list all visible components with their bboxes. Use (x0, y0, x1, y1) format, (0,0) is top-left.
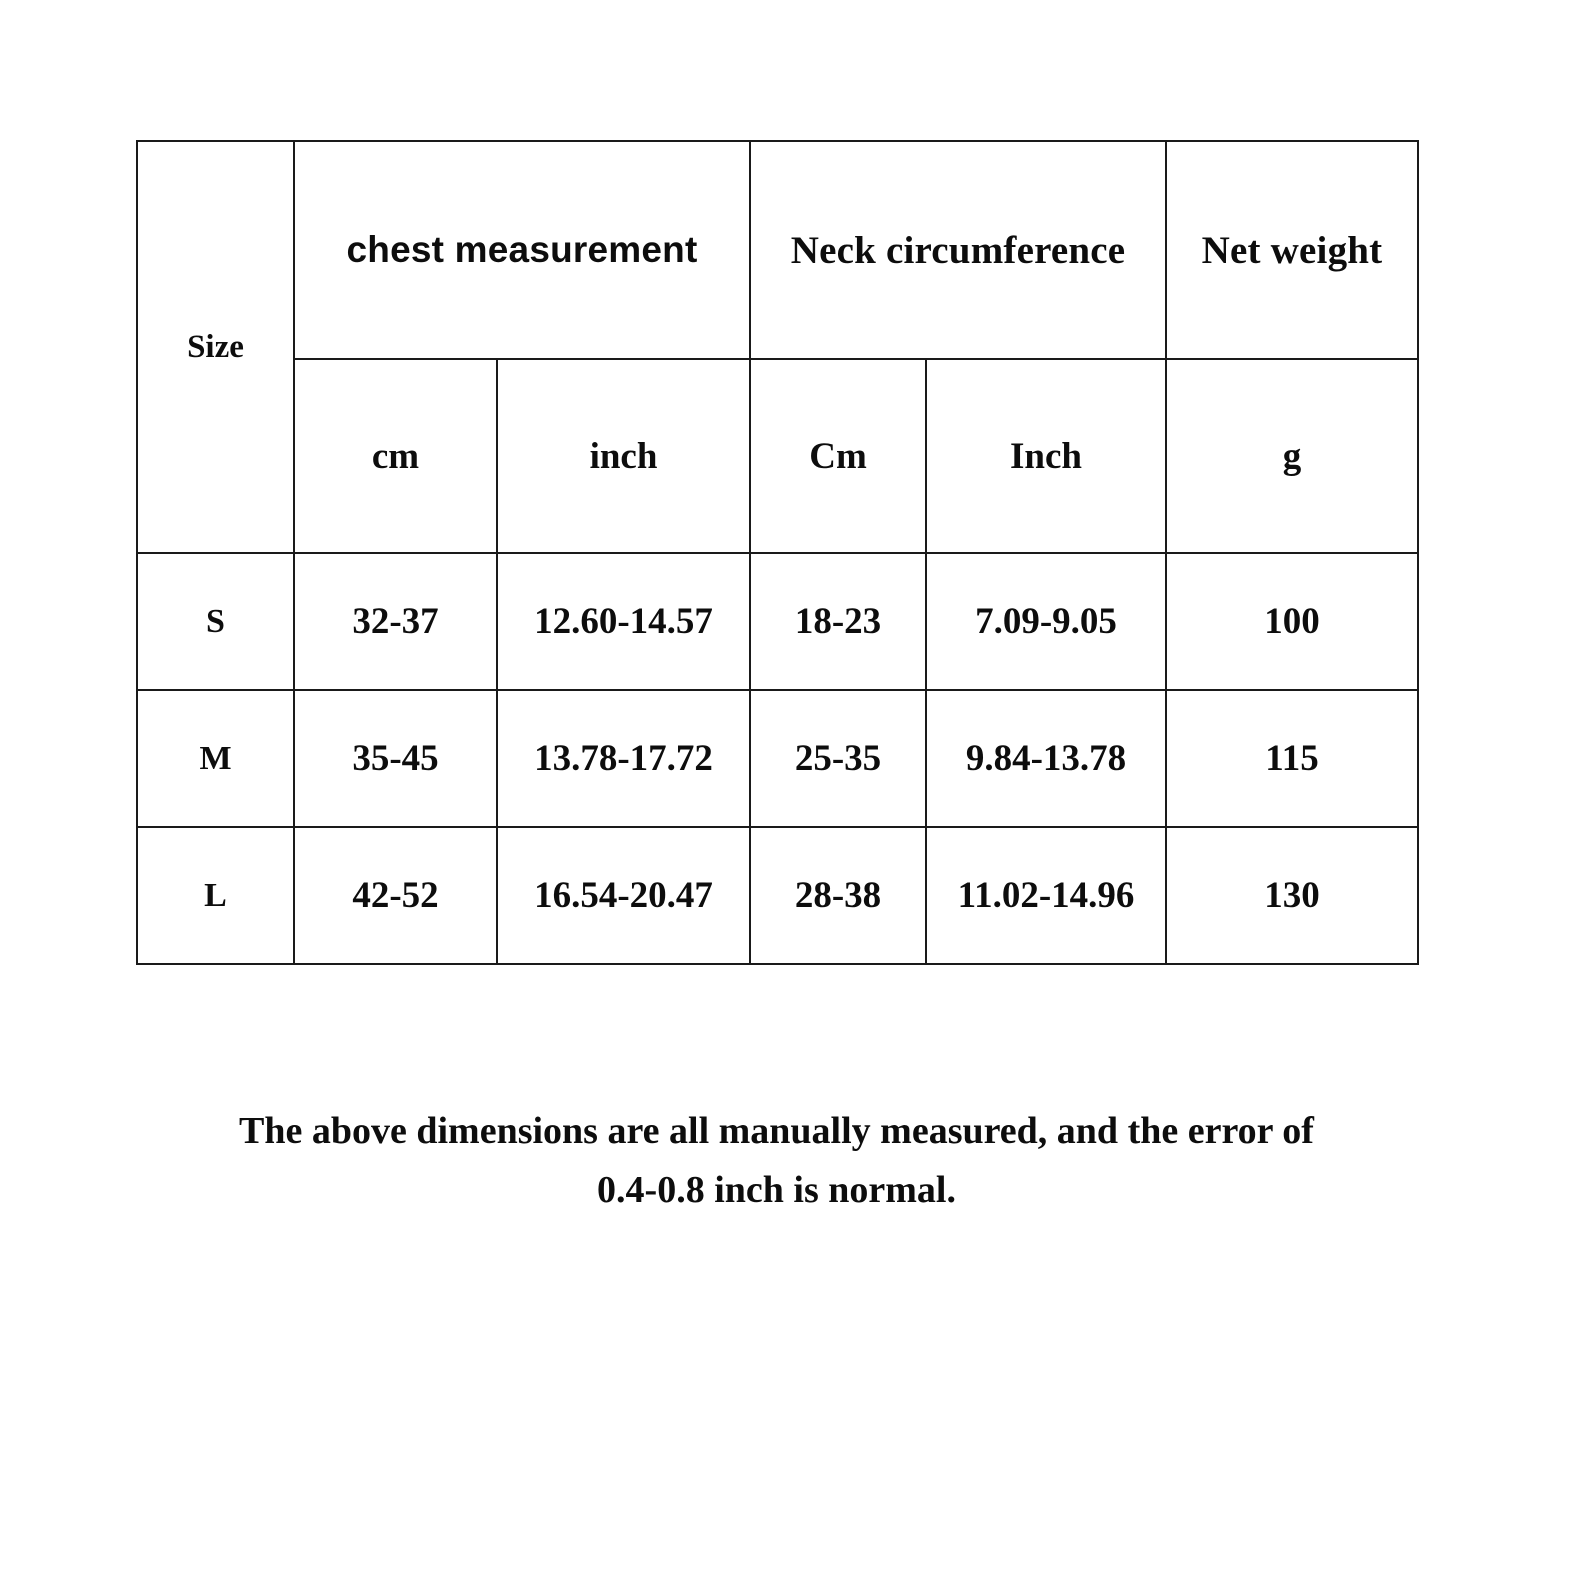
header-net-weight: Net weight (1166, 141, 1418, 359)
measurement-note-line-2: 0.4-0.8 inch is normal. (597, 1168, 956, 1211)
cell-chest-cm: 35-45 (294, 690, 497, 827)
table-header-row-groups (137, 141, 1418, 359)
header-unit-chest-inch: inch (497, 359, 750, 553)
cell-size: S (137, 553, 294, 690)
table-row (137, 827, 1418, 964)
cell-size: L (137, 827, 294, 964)
cell-net-weight: 100 (1166, 553, 1418, 690)
header-unit-neck-inch: Inch (926, 359, 1166, 553)
cell-neck-cm: 25-35 (750, 690, 926, 827)
cell-neck-inch: 11.02-14.96 (926, 827, 1166, 964)
header-unit-neck-cm: Cm (750, 359, 926, 553)
measurement-note (136, 1102, 1417, 1220)
cell-neck-inch: 9.84-13.78 (926, 690, 1166, 827)
cell-chest-inch: 16.54-20.47 (497, 827, 750, 964)
table-header-row-units (137, 359, 1418, 553)
cell-chest-inch: 13.78-17.72 (497, 690, 750, 827)
table-row (137, 553, 1418, 690)
cell-neck-cm: 28-38 (750, 827, 926, 964)
size-chart-table (136, 140, 1419, 965)
cell-neck-inch: 7.09-9.05 (926, 553, 1166, 690)
measurement-note-line-1: The above dimensions are all manually measured, and the error of (239, 1110, 1314, 1152)
header-unit-net-weight-g: g (1166, 359, 1418, 553)
cell-net-weight: 115 (1166, 690, 1418, 827)
cell-chest-cm: 42-52 (294, 827, 497, 964)
header-chest-measurement: chest measurement (294, 141, 750, 359)
header-size: Size (137, 141, 294, 553)
cell-chest-inch: 12.60-14.57 (497, 553, 750, 690)
cell-chest-cm: 32-37 (294, 553, 497, 690)
table-row (137, 690, 1418, 827)
cell-neck-cm: 18-23 (750, 553, 926, 690)
header-unit-chest-cm: cm (294, 359, 497, 553)
cell-size: M (137, 690, 294, 827)
cell-net-weight: 130 (1166, 827, 1418, 964)
header-neck-circumference: Neck circumference (750, 141, 1166, 359)
